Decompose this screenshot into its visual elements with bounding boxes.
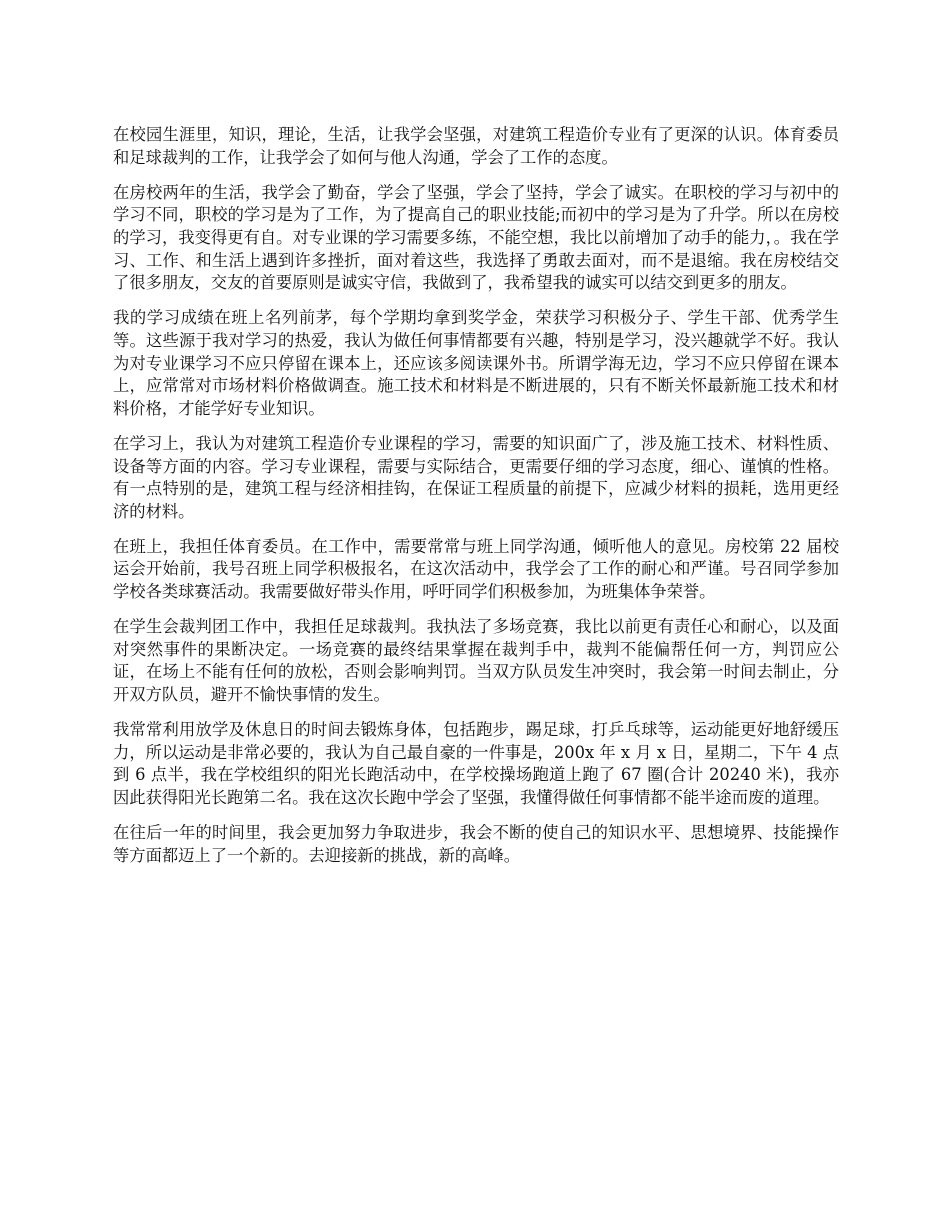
paragraph-study: 在学习上，我认为对建筑工程造价专业课程的学习，需要的知识面广了，涉及施工技术、材料性质、设备等方面的内容。学习专业课程，需要与实际结合，更需要仔细的学习态度，细心、谨慎的性格。有一点特别的是，建筑工程与经济相挂钩，在保证工程质量的前提下，应减少材料的损耗，选用更经济的材料。 bbox=[113, 433, 839, 521]
paragraph-grades: 我的学习成绩在班上名列前茅，每个学期均拿到奖学金，荣获学习积极分子、学生干部、优秀学生等。这些源于我对学习的热爱，我认为做任何事情都要有兴趣，特别是学习，没兴趣就学不好。我认为对专业课学习不应只停留在课本上，还应该多阅读课外书。所谓学海无边，学习不应只停留在课本上，应常常对市场材料价格做调查。施工技术和材料是不断进展的，只有不断关怀最新施工技术和材料价格，才能学好专业知识。 bbox=[113, 308, 839, 418]
document-body bbox=[113, 124, 839, 880]
paragraph-sports-committee: 在班上，我担任体育委员。在工作中，需要常常与班上同学沟通，倾听他人的意见。房校第 22 届校运会开始前，我号召班上同学积极报名，在这次活动中，我学会了工作的耐心和严谨。号召同学参加学校各类球赛活动。我需要做好带头作用，呼吁同学们积极参加，为班集体争荣誉。 bbox=[113, 536, 839, 602]
paragraph-campus-life: 在校园生涯里，知识，理论，生活，让我学会坚强，对建筑工程造价专业有了更深的认识。体育委员和足球裁判的工作，让我学会了如何与他人沟通，学会了工作的态度。 bbox=[113, 125, 839, 167]
paragraph-future: 在往后一年的时间里，我会更加努力争取进步，我会不断的使自己的知识水平、思想境界、技能操作等方面都迈上了一个新的。去迎接新的挑战，新的高峰。 bbox=[113, 823, 839, 865]
paragraph-referee: 在学生会裁判团工作中，我担任足球裁判。我执法了多场竞赛，我比以前更有责任心和耐心，以及面对突然事件的果断决定。一场竞赛的最终结果掌握在裁判手中，裁判不能偏帮任何一方，判罚应公证，在场上不能有任何的放松，否则会影响判罚。当双方队员发生冲突时，我会第一时间去制止，分开双方队员，避开不愉快事情的发生。 bbox=[113, 617, 839, 705]
paragraph-two-years: 在房校两年的生活，我学会了勤奋，学会了坚强，学会了坚持，学会了诚实。在职校的学习与初中的学习不同，职校的学习是为了工作，为了提高自己的职业技能;而初中的学习是为了升学。所以在房校的学习，我变得更有自。对专业课的学习需要多练，不能空想，我比以前增加了动手的能力，。我在学习、工作、和生活上遇到许多挫折，面对着这些，我选择了勇敢去面对，而不是退缩。我在房校结交了很多朋友，交友的首要原则是诚实守信，我做到了，我希望我的诚实可以结交到更多的朋友。 bbox=[113, 182, 839, 293]
paragraph-exercise: 我常常利用放学及休息日的时间去锻炼身体，包括跑步，踢足球，打乒乓球等，运动能更好地舒缓压力，所以运动是非常必要的，我认为自己最自豪的一件事是，200x 年 x 月 x 日，星期二，下午 4 点到 6 点半，我在学校组织的阳光长跑活动中，在学校操场跑道上跑了 67 圈(合计 20240 米)，我亦因此获得阳光长跑第二名。我在这次长跑中学会了坚强，我懂得做任何事情都不能半途而废的道理。 bbox=[113, 720, 839, 807]
